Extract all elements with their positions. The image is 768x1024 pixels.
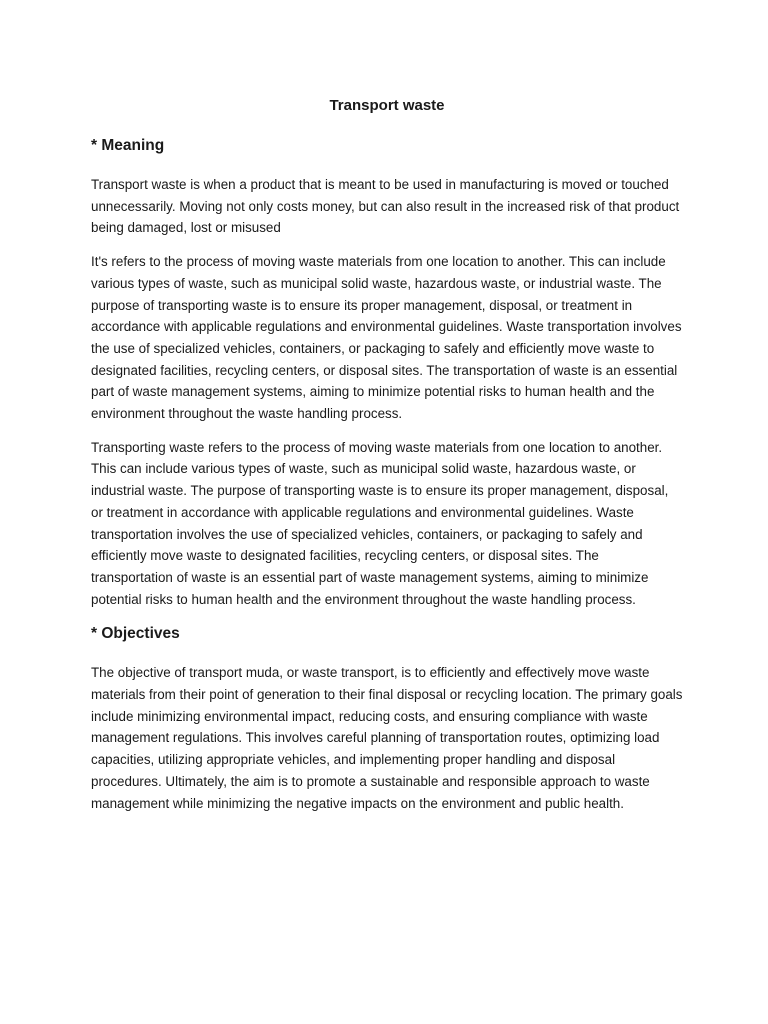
section-heading-meaning: * Meaning [91, 137, 165, 154]
paragraph: It's refers to the process of moving waste materials from one location to another. This can include various types of waste, such as municipal solid waste, hazardous waste, or industrial waste. The purpose of transporting waste is to ensure its proper management, disposal, or treatment in accordance with applicable regulations and environmental guidelines. Waste transportation involves the use of specialized vehicles, containers, or packaging to safely and efficiently move waste to designated facilities, recycling centers, or disposal sites. The transportation of waste is an essential part of waste management systems, aiming to minimize potential risks to human health and the environment throughout the waste handling process. [91, 254, 682, 422]
section-heading-objectives: * Objectives [91, 625, 180, 643]
document-page [91, 96, 683, 826]
paragraph: Transport waste is when a product that is meant to be used in manufacturing is moved or touched unnecessarily. Moving not only costs money, but can also result in the increased risk of that product being damaged, lost or misused [91, 177, 680, 236]
paragraph: Transporting waste refers to the process of moving waste materials from one location to another. This can include various types of waste, such as municipal solid waste, hazardous waste, or industrial waste. The purpose of transporting waste is to ensure its proper management, disposal, or treatment in accordance with applicable regulations and environmental guidelines. Waste transportation involves the use of specialized vehicles, containers, or packaging to safely and efficiently move waste to designated facilities, recycling centers, or disposal sites. The transportation of waste is an essential part of waste management systems, aiming to minimize potential risks to human health and the environment throughout the waste handling process. [91, 439, 669, 607]
document-title: Transport waste [329, 97, 445, 114]
paragraph: The objective of transport muda, or waste transport, is to efficiently and effectively move waste materials from their point of generation to their final disposal or recycling location. The primary goals include minimizing environmental impact, reducing costs, and ensuring compliance with waste management regulations. This involves careful planning of transportation routes, optimizing load capacities, utilizing appropriate vehicles, and implementing proper handling and disposal procedures. Ultimately, the aim is to promote a sustainable and responsible approach to waste management while minimizing the negative impacts on the environment and public health. [91, 665, 683, 811]
